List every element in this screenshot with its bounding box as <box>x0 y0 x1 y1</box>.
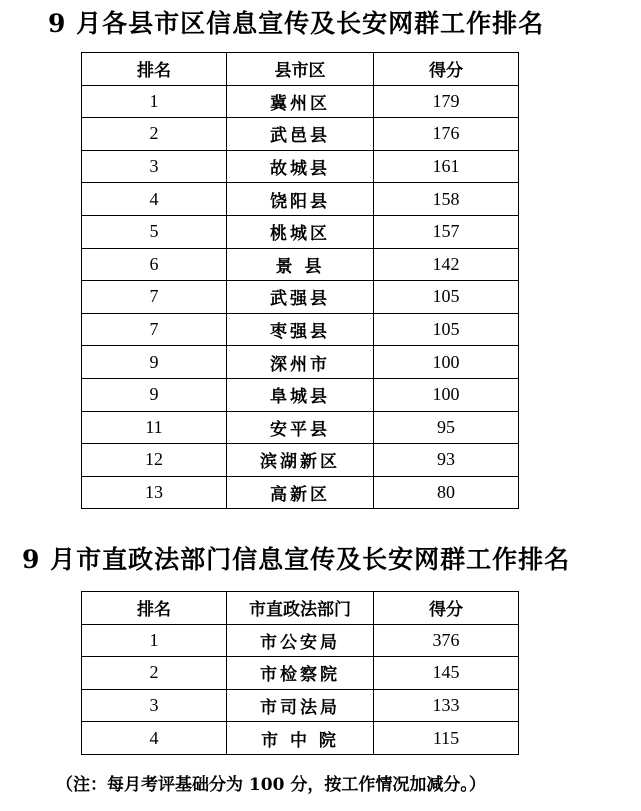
table-row <box>82 248 519 281</box>
score-cell: 376 <box>374 624 519 657</box>
score-cell: 157 <box>374 215 519 248</box>
county-cell: 武强县 <box>227 281 374 314</box>
rank-cell: 3 <box>82 150 227 183</box>
table-row <box>82 118 519 151</box>
score-cell: 115 <box>374 722 519 755</box>
score-cell: 158 <box>374 183 519 216</box>
department-column-header: 市直政法部门 <box>227 592 374 625</box>
table-row <box>82 657 519 690</box>
table-row <box>82 624 519 657</box>
table-row <box>82 346 519 379</box>
rank-cell: 9 <box>82 378 227 411</box>
county-cell: 景 县 <box>227 248 374 281</box>
county-cell: 安平县 <box>227 411 374 444</box>
table-row <box>82 444 519 477</box>
rank-cell: 7 <box>82 281 227 314</box>
score-cell: 100 <box>374 378 519 411</box>
rank-cell: 12 <box>82 444 227 477</box>
rank-cell: 11 <box>82 411 227 444</box>
rank-cell: 4 <box>82 722 227 755</box>
score-cell: 105 <box>374 313 519 346</box>
table-row <box>82 183 519 216</box>
county-ranking-title: 9 月各县市区信息宣传及长安网群工作排名 <box>48 9 545 38</box>
rank-cell: 7 <box>82 313 227 346</box>
county-cell: 冀州区 <box>227 85 374 118</box>
score-cell: 100 <box>374 346 519 379</box>
rank-cell: 2 <box>82 118 227 151</box>
county-cell: 深州市 <box>227 346 374 379</box>
table-row <box>82 378 519 411</box>
score-cell: 142 <box>374 248 519 281</box>
table-header-row <box>82 53 519 86</box>
score-cell: 93 <box>374 444 519 477</box>
county-cell: 滨湖新区 <box>227 444 374 477</box>
department-ranking-table <box>81 591 519 755</box>
score-cell: 176 <box>374 118 519 151</box>
table-header-row <box>82 592 519 625</box>
department-ranking-title: 9 月市直政法部门信息宣传及长安网群工作排名 <box>22 545 571 574</box>
score-cell: 105 <box>374 281 519 314</box>
county-cell: 武邑县 <box>227 118 374 151</box>
rank-column-header: 排名 <box>82 592 227 625</box>
county-cell: 故城县 <box>227 150 374 183</box>
county-cell: 高新区 <box>227 476 374 509</box>
table-row <box>82 722 519 755</box>
score-cell: 80 <box>374 476 519 509</box>
table-row <box>82 215 519 248</box>
department-cell: 市 中 院 <box>227 722 374 755</box>
department-cell: 市公安局 <box>227 624 374 657</box>
rank-cell: 5 <box>82 215 227 248</box>
table-row <box>82 150 519 183</box>
department-cell: 市司法局 <box>227 689 374 722</box>
score-cell: 133 <box>374 689 519 722</box>
table-row <box>82 476 519 509</box>
rank-column-header: 排名 <box>82 53 227 86</box>
county-column-header: 县市区 <box>227 53 374 86</box>
county-cell: 阜城县 <box>227 378 374 411</box>
score-cell: 95 <box>374 411 519 444</box>
rank-cell: 1 <box>82 85 227 118</box>
county-ranking-table <box>81 52 519 509</box>
table-row <box>82 281 519 314</box>
county-cell: 饶阳县 <box>227 183 374 216</box>
score-cell: 161 <box>374 150 519 183</box>
county-cell: 枣强县 <box>227 313 374 346</box>
rank-cell: 2 <box>82 657 227 690</box>
table-row <box>82 689 519 722</box>
rank-cell: 6 <box>82 248 227 281</box>
score-column-header: 得分 <box>374 53 519 86</box>
footnote: （注：每月考评基础分为 100 分，按工作情况加减分。） <box>56 775 486 795</box>
department-cell: 市检察院 <box>227 657 374 690</box>
rank-cell: 4 <box>82 183 227 216</box>
score-column-header: 得分 <box>374 592 519 625</box>
rank-cell: 3 <box>82 689 227 722</box>
county-cell: 桃城区 <box>227 215 374 248</box>
score-cell: 145 <box>374 657 519 690</box>
rank-cell: 13 <box>82 476 227 509</box>
table-row <box>82 313 519 346</box>
rank-cell: 9 <box>82 346 227 379</box>
rank-cell: 1 <box>82 624 227 657</box>
table-row <box>82 411 519 444</box>
score-cell: 179 <box>374 85 519 118</box>
table-row <box>82 85 519 118</box>
